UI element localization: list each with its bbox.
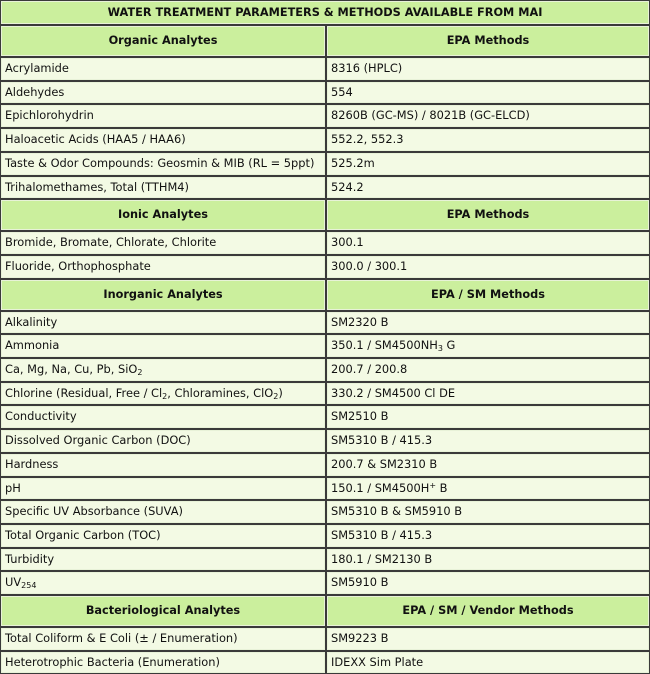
method-cell: IDEXX Sim Plate <box>326 651 650 674</box>
subscript: 2 <box>137 368 143 378</box>
table-row <box>0 627 650 651</box>
method-cell: SM5310 B / 415.3 <box>326 524 650 548</box>
section-header-inorganic <box>0 279 650 311</box>
analyte-cell: Acrylamide <box>0 57 326 81</box>
method-cell: 552.2, 552.3 <box>326 128 650 152</box>
analyte-cell: Dissolved Organic Carbon (DOC) <box>0 429 326 453</box>
analyte-text: , Chloramines, ClO <box>167 385 274 400</box>
table-row <box>0 453 650 477</box>
analyte-column-header: Bacteriological Analytes <box>0 595 326 627</box>
superscript: + <box>429 480 437 490</box>
table-row <box>0 81 650 105</box>
analyte-cell: Aldehydes <box>0 81 326 105</box>
method-cell: SM5310 B / 415.3 <box>326 429 650 453</box>
subscript: 2 <box>162 391 168 401</box>
analyte-column-header: Ionic Analytes <box>0 199 326 231</box>
table-row <box>0 231 650 255</box>
table-row <box>0 311 650 335</box>
analyte-cell: Turbidity <box>0 548 326 572</box>
analyte-cell: Trihalomethames, Total (TTHM4) <box>0 176 326 200</box>
table-row <box>0 255 650 279</box>
method-column-header: EPA Methods <box>326 25 650 57</box>
table-row <box>0 152 650 176</box>
subscript: 3 <box>437 344 443 354</box>
analyte-text: ) <box>278 385 283 400</box>
section-header-organic <box>0 25 650 57</box>
method-cell: SM5310 B & SM5910 B <box>326 500 650 524</box>
method-text: 150.1 / SM4500H <box>331 480 430 495</box>
analyte-cell: Epichlorohydrin <box>0 104 326 128</box>
table-row <box>0 382 650 406</box>
table-row <box>0 358 650 382</box>
method-cell: 525.2m <box>326 152 650 176</box>
method-text: G <box>442 338 456 353</box>
title-row <box>0 0 650 25</box>
method-column-header: EPA Methods <box>326 199 650 231</box>
method-text: B <box>436 480 448 495</box>
section-header-ionic <box>0 199 650 231</box>
table-row <box>0 524 650 548</box>
analyte-cell: Total Coliform & E Coli (± / Enumeration) <box>0 627 326 651</box>
analyte-column-header: Inorganic Analytes <box>0 279 326 311</box>
analyte-cell: Heterotrophic Bacteria (Enumeration) <box>0 651 326 674</box>
analyte-column-header: Organic Analytes <box>0 25 326 57</box>
subscript: 2 <box>273 391 279 401</box>
table-row <box>0 651 650 674</box>
method-cell: SM5910 B <box>326 571 650 595</box>
table-title: WATER TREATMENT PARAMETERS & METHODS AVAILABLE FROM MAI <box>0 0 650 25</box>
analyte-cell: Alkalinity <box>0 311 326 335</box>
method-cell: 200.7 / 200.8 <box>326 358 650 382</box>
method-column-header: EPA / SM / Vendor Methods <box>326 595 650 627</box>
method-cell: 8316 (HPLC) <box>326 57 650 81</box>
method-cell: 554 <box>326 81 650 105</box>
analyte-cell: Taste & Odor Compounds: Geosmin & MIB (RL = 5ppt) <box>0 152 326 176</box>
analyte-cell <box>0 571 326 595</box>
method-cell: SM2510 B <box>326 405 650 429</box>
method-cell: 200.7 & SM2310 B <box>326 453 650 477</box>
method-cell: 524.2 <box>326 176 650 200</box>
table-row <box>0 104 650 128</box>
analyte-cell: pH <box>0 477 326 501</box>
analyte-cell: Hardness <box>0 453 326 477</box>
section-header-bacteriological <box>0 595 650 627</box>
method-cell <box>326 334 650 358</box>
method-cell: 300.1 <box>326 231 650 255</box>
analyte-cell <box>0 382 326 406</box>
method-cell: 330.2 / SM4500 Cl DE <box>326 382 650 406</box>
method-cell <box>326 477 650 501</box>
table-row <box>0 500 650 524</box>
analyte-cell: Fluoride, Orthophosphate <box>0 255 326 279</box>
subscript: 254 <box>21 581 37 591</box>
method-cell: 300.0 / 300.1 <box>326 255 650 279</box>
method-text: 350.1 / SM4500NH <box>331 338 438 353</box>
method-cell: SM9223 B <box>326 627 650 651</box>
method-cell: 8260B (GC-MS) / 8021B (GC-ELCD) <box>326 104 650 128</box>
table-row <box>0 128 650 152</box>
table-row <box>0 57 650 81</box>
table-row <box>0 548 650 572</box>
analyte-text: UV <box>5 575 22 590</box>
table-row <box>0 405 650 429</box>
table-row <box>0 477 650 501</box>
method-cell: SM2320 B <box>326 311 650 335</box>
method-column-header: EPA / SM Methods <box>326 279 650 311</box>
table-row <box>0 334 650 358</box>
method-cell: 180.1 / SM2130 B <box>326 548 650 572</box>
table-row <box>0 176 650 200</box>
analyte-text: Ca, Mg, Na, Cu, Pb, SiO <box>5 362 138 377</box>
analyte-cell: Specific UV Absorbance (SUVA) <box>0 500 326 524</box>
table-row <box>0 429 650 453</box>
table-row <box>0 571 650 595</box>
analyte-cell: Conductivity <box>0 405 326 429</box>
analyte-cell: Haloacetic Acids (HAA5 / HAA6) <box>0 128 326 152</box>
analyte-cell: Total Organic Carbon (TOC) <box>0 524 326 548</box>
analyte-text: Chlorine (Residual, Free / Cl <box>5 385 163 400</box>
analyte-cell: Ammonia <box>0 334 326 358</box>
analyte-cell: Bromide, Bromate, Chlorate, Chlorite <box>0 231 326 255</box>
analyte-cell <box>0 358 326 382</box>
